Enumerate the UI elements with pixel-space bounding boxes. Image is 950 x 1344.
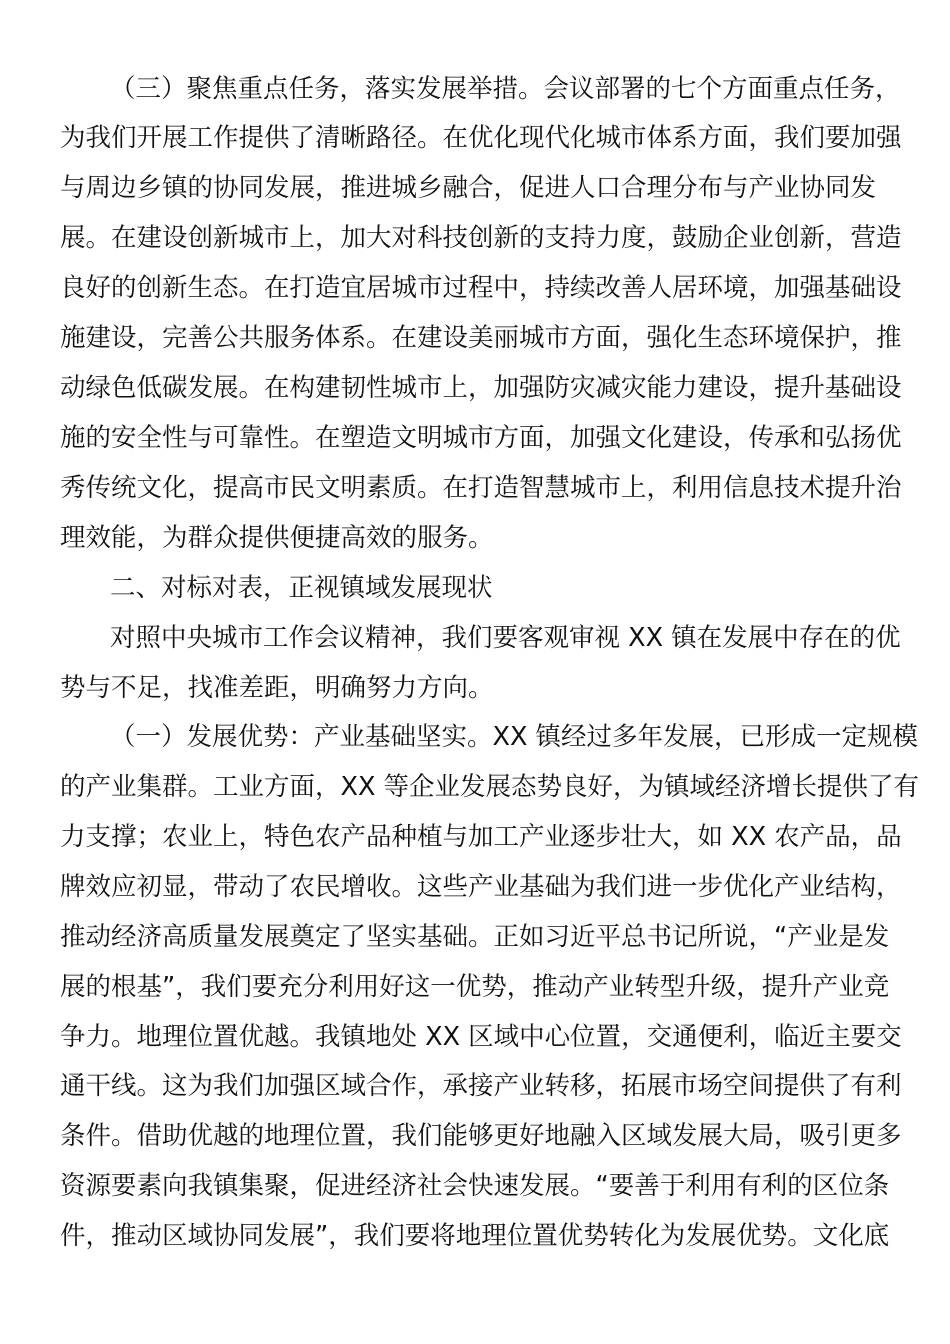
paragraph-line: 良好的创新生态。在打造宜居城市过程中，持续改善人居环境，加强基础设 [60,273,902,303]
paragraph-line: 的产业集群。工业方面，XX 等企业发展态势良好，为镇域经济增长提供了有 [60,772,920,802]
paragraph-line: 理效能，为群众提供便捷高效的服务。 [60,523,494,553]
paragraph-line-task-heading: （三）聚焦重点任务，落实发展举措。会议部署的七个方面重点任务， [110,74,901,104]
paragraph-line: 为我们开展工作提供了清晰路径。在优化现代化城市体系方面，我们要加强 [60,123,902,153]
paragraph-line: 施的安全性与可靠性。在塑造文明城市方面，加强文化建设，传承和弘扬优 [60,423,902,453]
paragraph-line: 件，推动区域协同发展”，我们要将地理位置优势转化为发展优势。文化底 [60,1221,890,1251]
paragraph-line-advantage-heading: （一）发展优势：产业基础坚实。XX 镇经过多年发展，已形成一定规模 [110,722,919,752]
paragraph-line: 势与不足，找准差距，明确努力方向。 [60,673,494,703]
paragraph-line: 施建设，完善公共服务体系。在建设美丽城市方面，强化生态环境保护，推 [60,323,902,353]
paragraph-line: 对照中央城市工作会议精神，我们要客观审视 XX 镇在发展中存在的优 [110,623,901,653]
section-heading: 二、对标对表，正视镇域发展现状 [110,573,493,603]
paragraph-line: 展的根基”，我们要充分利用好这一优势，推动产业转型升级，提升产业竞 [60,972,890,1002]
paragraph-line: 通干线。这为我们加强区域合作，承接产业转移，拓展市场空间提供了有利 [60,1071,902,1101]
paragraph-line: 争力。地理位置优越。我镇地处 XX 区域中心位置，交通便利，临近主要交 [60,1022,902,1052]
paragraph-line: 资源要素向我镇集聚，促进经济社会快速发展。“要善于利用有利的区位条 [60,1171,890,1201]
paragraph-line: 牌效应初显，带动了农民增收。这些产业基础为我们进一步优化产业结构， [60,872,902,902]
paragraph-line: 秀传统文化，提高市民文明素质。在打造智慧城市上，利用信息技术提升治 [60,473,902,503]
paragraph-line: 与周边乡镇的协同发展，推进城乡融合，促进人口合理分布与产业协同发 [60,173,877,203]
paragraph-line: 力支撑；农业上，特色农产品种植与加工产业逐步壮大，如 XX 农产品，品 [60,822,902,852]
paragraph-line: 条件。借助优越的地理位置，我们能够更好地融入区域发展大局，吸引更多 [60,1121,902,1151]
paragraph-line: 动绿色低碳发展。在构建韧性城市上，加强防灾减灾能力建设，提升基础设 [60,373,902,403]
paragraph-line: 推动经济高质量发展奠定了坚实基础。正如习近平总书记所说，“产业是发 [60,922,890,952]
paragraph-line: 展。在建设创新城市上，加大对科技创新的支持力度，鼓励企业创新，营造 [60,223,902,253]
